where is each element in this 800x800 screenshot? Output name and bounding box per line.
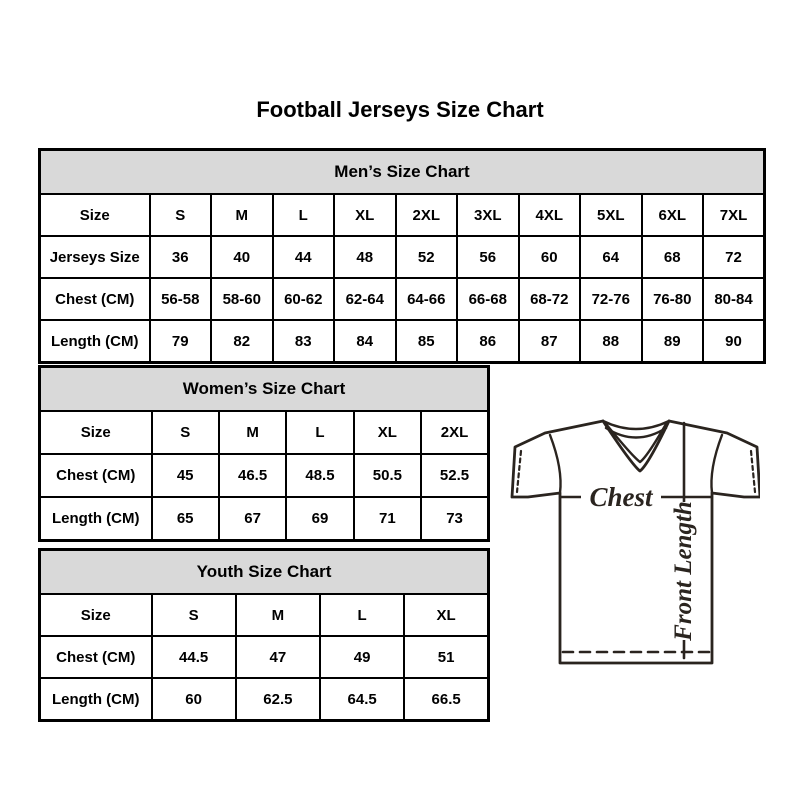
value-cell: 65 [152, 497, 219, 541]
womens-size-table [38, 365, 490, 542]
row-header-cell: Chest (CM) [40, 636, 152, 678]
collar-back-arc-outer [603, 421, 669, 429]
value-cell: 2XL [421, 411, 488, 454]
value-cell: 60 [519, 236, 581, 278]
table-row [40, 411, 489, 454]
table-title: Men’s Size Chart [40, 150, 765, 195]
value-cell: L [286, 411, 353, 454]
value-cell: 62-64 [334, 278, 396, 320]
value-cell: 52 [396, 236, 458, 278]
right-armhole-seam [711, 435, 722, 493]
value-cell: XL [404, 594, 488, 636]
left-cuff-dashed-line [517, 451, 521, 492]
value-cell: S [152, 594, 236, 636]
table-title-row [40, 150, 765, 195]
value-cell: 76-80 [642, 278, 704, 320]
value-cell: 52.5 [421, 454, 488, 497]
row-header-cell: Size [40, 411, 152, 454]
value-cell: 84 [334, 320, 396, 363]
value-cell: 64 [580, 236, 642, 278]
value-cell: 48.5 [286, 454, 353, 497]
chest-label: Chest [589, 482, 653, 512]
value-cell: 64-66 [396, 278, 458, 320]
value-cell: 68 [642, 236, 704, 278]
value-cell: 79 [150, 320, 212, 363]
table-row [40, 278, 765, 320]
value-cell: M [236, 594, 320, 636]
value-cell: 85 [396, 320, 458, 363]
value-cell: 80-84 [703, 278, 765, 320]
value-cell: 44 [273, 236, 335, 278]
value-cell: 86 [457, 320, 519, 363]
value-cell: 56 [457, 236, 519, 278]
value-cell: 60-62 [273, 278, 335, 320]
table-row [40, 497, 489, 541]
value-cell: 3XL [457, 194, 519, 236]
value-cell: 90 [703, 320, 765, 363]
row-header-cell: Size [40, 594, 152, 636]
mens-size-table-grid [38, 148, 766, 364]
value-cell: 72 [703, 236, 765, 278]
value-cell: 58-60 [211, 278, 273, 320]
value-cell: L [320, 594, 404, 636]
value-cell: 64.5 [320, 678, 404, 721]
row-header-cell: Length (CM) [40, 497, 152, 541]
value-cell: 47 [236, 636, 320, 678]
value-cell: 7XL [703, 194, 765, 236]
value-cell: 71 [354, 497, 421, 541]
value-cell: 36 [150, 236, 212, 278]
value-cell: L [273, 194, 335, 236]
value-cell: S [150, 194, 212, 236]
value-cell: 48 [334, 236, 396, 278]
value-cell: 50.5 [354, 454, 421, 497]
value-cell: 83 [273, 320, 335, 363]
value-cell: 5XL [580, 194, 642, 236]
table-row [40, 320, 765, 363]
left-armhole-seam [550, 435, 561, 493]
table-row [40, 194, 765, 236]
value-cell: XL [334, 194, 396, 236]
mens-size-table [38, 148, 766, 364]
youth-size-table-grid [38, 548, 490, 722]
value-cell: 82 [211, 320, 273, 363]
value-cell: 56-58 [150, 278, 212, 320]
table-title: Youth Size Chart [40, 550, 489, 595]
value-cell: 66.5 [404, 678, 488, 721]
jersey-diagram-svg [508, 413, 760, 665]
table-title: Women’s Size Chart [40, 367, 489, 412]
value-cell: 45 [152, 454, 219, 497]
value-cell: 51 [404, 636, 488, 678]
row-header-cell: Chest (CM) [40, 278, 150, 320]
value-cell: 44.5 [152, 636, 236, 678]
row-header-cell: Length (CM) [40, 678, 152, 721]
value-cell: 68-72 [519, 278, 581, 320]
value-cell: 6XL [642, 194, 704, 236]
front-length-label: Front Length [670, 501, 697, 641]
value-cell: M [211, 194, 273, 236]
value-cell: 46.5 [219, 454, 286, 497]
value-cell: 66-68 [457, 278, 519, 320]
value-cell: 67 [219, 497, 286, 541]
table-row [40, 454, 489, 497]
table-title-row [40, 367, 489, 412]
row-header-cell: Jerseys Size [40, 236, 150, 278]
value-cell: XL [354, 411, 421, 454]
jersey-measurement-diagram [508, 413, 760, 665]
table-row [40, 594, 489, 636]
table-row [40, 636, 489, 678]
value-cell: 62.5 [236, 678, 320, 721]
value-cell: 72-76 [580, 278, 642, 320]
value-cell: 88 [580, 320, 642, 363]
value-cell: 2XL [396, 194, 458, 236]
table-row [40, 678, 489, 721]
right-cuff-dashed-line [751, 451, 755, 492]
youth-size-table [38, 548, 490, 722]
table-row [40, 236, 765, 278]
page-title: Football Jerseys Size Chart [256, 97, 544, 122]
value-cell: 60 [152, 678, 236, 721]
value-cell: 87 [519, 320, 581, 363]
value-cell: 89 [642, 320, 704, 363]
value-cell: M [219, 411, 286, 454]
womens-size-table-grid [38, 365, 490, 542]
value-cell: S [152, 411, 219, 454]
table-title-row [40, 550, 489, 595]
row-header-cell: Chest (CM) [40, 454, 152, 497]
row-header-cell: Length (CM) [40, 320, 150, 363]
value-cell: 73 [421, 497, 488, 541]
row-header-cell: Size [40, 194, 150, 236]
value-cell: 40 [211, 236, 273, 278]
value-cell: 49 [320, 636, 404, 678]
value-cell: 4XL [519, 194, 581, 236]
value-cell: 69 [286, 497, 353, 541]
